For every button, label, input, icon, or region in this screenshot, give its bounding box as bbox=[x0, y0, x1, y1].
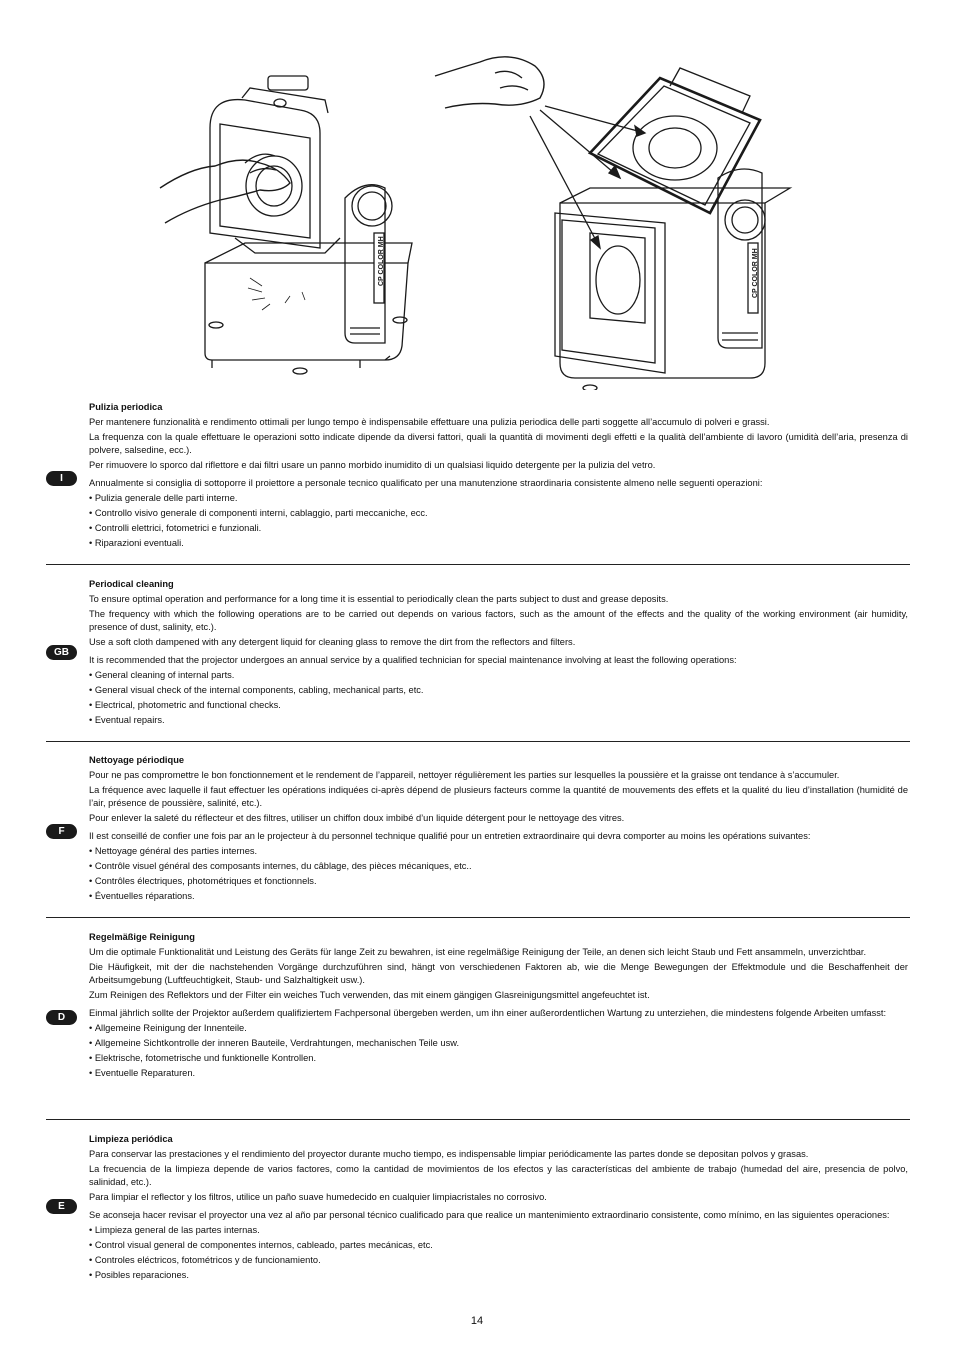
list-item: • Eventuelle Reparaturen. bbox=[89, 1067, 908, 1079]
cleaning-illustration bbox=[150, 38, 810, 390]
paragraph: Pour ne pas compromettre le bon fonctionnement et le rendement de l’appareil, nettoyer régulièrement les parties sur lesquelles la poussière et la graisse ont tendance à s’accumuler. bbox=[89, 770, 840, 781]
operations-list bbox=[89, 1224, 908, 1281]
left-fixture-label: CP COLOR MH bbox=[378, 236, 385, 286]
left-fixture-drawing bbox=[160, 76, 412, 374]
list-item: • Controles eléctricos, fotométricos y de funcionamiento. bbox=[89, 1254, 908, 1266]
paragraph: Para conservar las prestaciones y el rendimiento del proyector durante mucho tiempo, es indispensable limpiar periódicamente las partes donde se depositan polvos y grasas. bbox=[89, 1149, 809, 1160]
operations-list bbox=[89, 845, 908, 902]
list-item: • Posibles reparaciones. bbox=[89, 1269, 908, 1281]
list-item: • Eventual repairs. bbox=[89, 714, 908, 726]
list-item: • Éventuelles réparations. bbox=[89, 890, 908, 902]
language-badge-e: E bbox=[46, 1199, 77, 1214]
service-intro: It is recommended that the projector undergoes an annual service by a qualified technician for special maintenance involving at least the following operations: bbox=[89, 655, 737, 666]
operations-list bbox=[89, 1022, 908, 1079]
language-badge-f: F bbox=[46, 824, 77, 839]
paragraph: La frequenza con la quale effettuare le operazioni sotto indicate dipende da diversi fattori, quali la quantità di movimenti degli effetti e la qualità dell’ambiente di lavoro (umidità dell’aria, presenza di polvere, salsedine, ecc.). bbox=[89, 432, 908, 455]
right-fixture-label: CP COLOR MH bbox=[752, 248, 759, 298]
section-spanish bbox=[46, 1133, 908, 1284]
section-italian bbox=[46, 401, 908, 552]
paragraph: Um die optimale Funktionalität und Leistung des Geräts für lange Zeit zu bewahren, ist eine regelmäßige Reinigung der Teile, an denen sich leicht Staub und Fett ansammeln, unverzichtbar. bbox=[89, 947, 867, 958]
language-badge-gb: GB bbox=[46, 645, 77, 660]
section-content bbox=[89, 578, 908, 727]
paragraph: Use a soft cloth dampened with any detergent liquid for cleaning glass to remove the dirt from the reflectors and filters. bbox=[89, 636, 576, 647]
service-intro: Einmal jährlich sollte der Projektor außerdem qualifiziertem Fachpersonal übergeben werden, um ihn einer außerordentlichen Wartung zu unterziehen, die mindestens folgende Arbeiten umfasst: bbox=[89, 1008, 887, 1019]
section-french bbox=[46, 754, 908, 905]
list-item: • Contrôles électriques, photométriques et fonctionnels. bbox=[89, 875, 908, 887]
paragraph: To ensure optimal operation and performance for a long time it is essential to periodically clean the parts subject to dust and grease deposits. bbox=[89, 594, 669, 605]
list-item: • Controlli elettrici, fotometrici e funzionali. bbox=[89, 522, 908, 534]
paragraph: La fréquence avec laquelle il faut effectuer les opérations indiquées ci-après dépend de plusieurs facteurs comme la quantité de mouvements des effets et la qualité du lieu d’installation (humidité de l’air, présence de poussière, salinité, etc.). bbox=[89, 785, 908, 808]
list-item: • Nettoyage général des parties internes. bbox=[89, 845, 908, 857]
paragraph: Pour enlever la saleté du réflecteur et des filtres, utiliser un chiffon doux imbibé d’un liquide détergent pour le nettoyage des vitres. bbox=[89, 812, 625, 823]
list-item: • Electrical, photometric and functional checks. bbox=[89, 699, 908, 711]
list-item: • Allgemeine Sichtkontrolle der inneren Bauteile, Verdrahtungen, mechanischen Teile usw. bbox=[89, 1037, 908, 1049]
section-title: Pulizia periodica bbox=[89, 402, 163, 412]
language-badge-i: I bbox=[46, 471, 77, 486]
right-fixture-drawing bbox=[435, 57, 790, 390]
service-intro: Annualmente si consiglia di sottoporre il proiettore a personale tecnico qualificato per una manutenzione straordinaria consistente almeno nelle seguenti operazioni: bbox=[89, 478, 763, 489]
section-title: Regelmäßige Reinigung bbox=[89, 932, 195, 942]
section-divider bbox=[46, 1119, 910, 1120]
list-item: • Allgemeine Reinigung der Innenteile. bbox=[89, 1022, 908, 1034]
list-item: • General visual check of the internal components, cabling, mechanical parts, etc. bbox=[89, 684, 908, 696]
page-number: 14 bbox=[470, 1315, 484, 1327]
list-item: • Contrôle visuel général des composants internes, du câblage, des pièces mécaniques, etc.. bbox=[89, 860, 908, 872]
section-title: Limpieza periódica bbox=[89, 1134, 173, 1144]
paragraph: La frecuencia de la limpieza depende de varios factores, como la cantidad de movimientos de los efectos y las características del ambiente de trabajo (humedad del aire, presencia de polvo, salinidad, etc.). bbox=[89, 1164, 908, 1187]
section-title: Nettoyage périodique bbox=[89, 755, 185, 765]
list-item: • Limpieza general de las partes internas. bbox=[89, 1224, 908, 1236]
list-item: • General cleaning of internal parts. bbox=[89, 669, 908, 681]
list-item: • Controllo visivo generale di componenti interni, cablaggio, parti meccaniche, ecc. bbox=[89, 507, 908, 519]
section-divider bbox=[46, 741, 910, 742]
operations-list bbox=[89, 669, 908, 726]
section-german bbox=[46, 931, 908, 1082]
list-item: • Riparazioni eventuali. bbox=[89, 537, 908, 549]
service-intro: Se aconseja hacer revisar el proyector una vez al año par personal técnico cualificado para que realice un mantenimiento extraordinario consistente, como mínimo, en las siguientes operaciones: bbox=[89, 1210, 890, 1221]
section-content bbox=[89, 931, 908, 1080]
paragraph: Per mantenere funzionalità e rendimento ottimali per lungo tempo è indispensabile effettuare una pulizia periodica delle parti soggette all’accumulo di polveri e grassi. bbox=[89, 417, 770, 428]
section-content bbox=[89, 754, 908, 903]
section-divider bbox=[46, 564, 910, 565]
section-title: Periodical cleaning bbox=[89, 579, 174, 589]
list-item: • Elektrische, fotometrische und funktionelle Kontrollen. bbox=[89, 1052, 908, 1064]
paragraph: Die Häufigkeit, mit der die nachstehenden Vorgänge durchzuführen sind, hängt von verschiedenen Faktoren ab, wie die Menge Bewegungen der Effektmodule und die Beschaffenheit der Arbeitsumgebung (Luftfeuchtigkeit, Staub- und Salzhaltigkeit usw.). bbox=[89, 962, 908, 985]
paragraph: Para limpiar el reflector y los filtros, utilice un paño suave humedecido en cualquier limpiacristales no corrosivo. bbox=[89, 1191, 547, 1202]
section-divider bbox=[46, 917, 910, 918]
paragraph: Zum Reinigen des Reflektors und der Filter ein weiches Tuch verwenden, das mit einem gängigen Glasreinigungsmittel angefeuchtet ist. bbox=[89, 989, 650, 1000]
paragraph: Per rimuovere lo sporco dal riflettore e dai filtri usare un panno morbido inumidito di un qualsiasi liquido detergente per la pulizia del vetro. bbox=[89, 459, 656, 470]
paragraph: The frequency with which the following operations are to be carried out depends on various factors, such as the amount of the effects and the quality of the working environment (air humidity, presence of dust, salinity, etc.). bbox=[89, 609, 908, 632]
section-content bbox=[89, 1133, 908, 1282]
section-content bbox=[89, 401, 908, 550]
service-intro: Il est conseillé de confier une fois par an le projecteur à du personnel technique qualifié pour un entretien extraordinaire qui devra comporter au moins les opérations suivantes: bbox=[89, 831, 811, 842]
section-english bbox=[46, 578, 908, 729]
list-item: • Pulizia generale delle parti interne. bbox=[89, 492, 908, 504]
list-item: • Control visual general de componentes internos, cableado, partes mecánicas, etc. bbox=[89, 1239, 908, 1251]
operations-list bbox=[89, 492, 908, 549]
language-badge-d: D bbox=[46, 1010, 77, 1025]
